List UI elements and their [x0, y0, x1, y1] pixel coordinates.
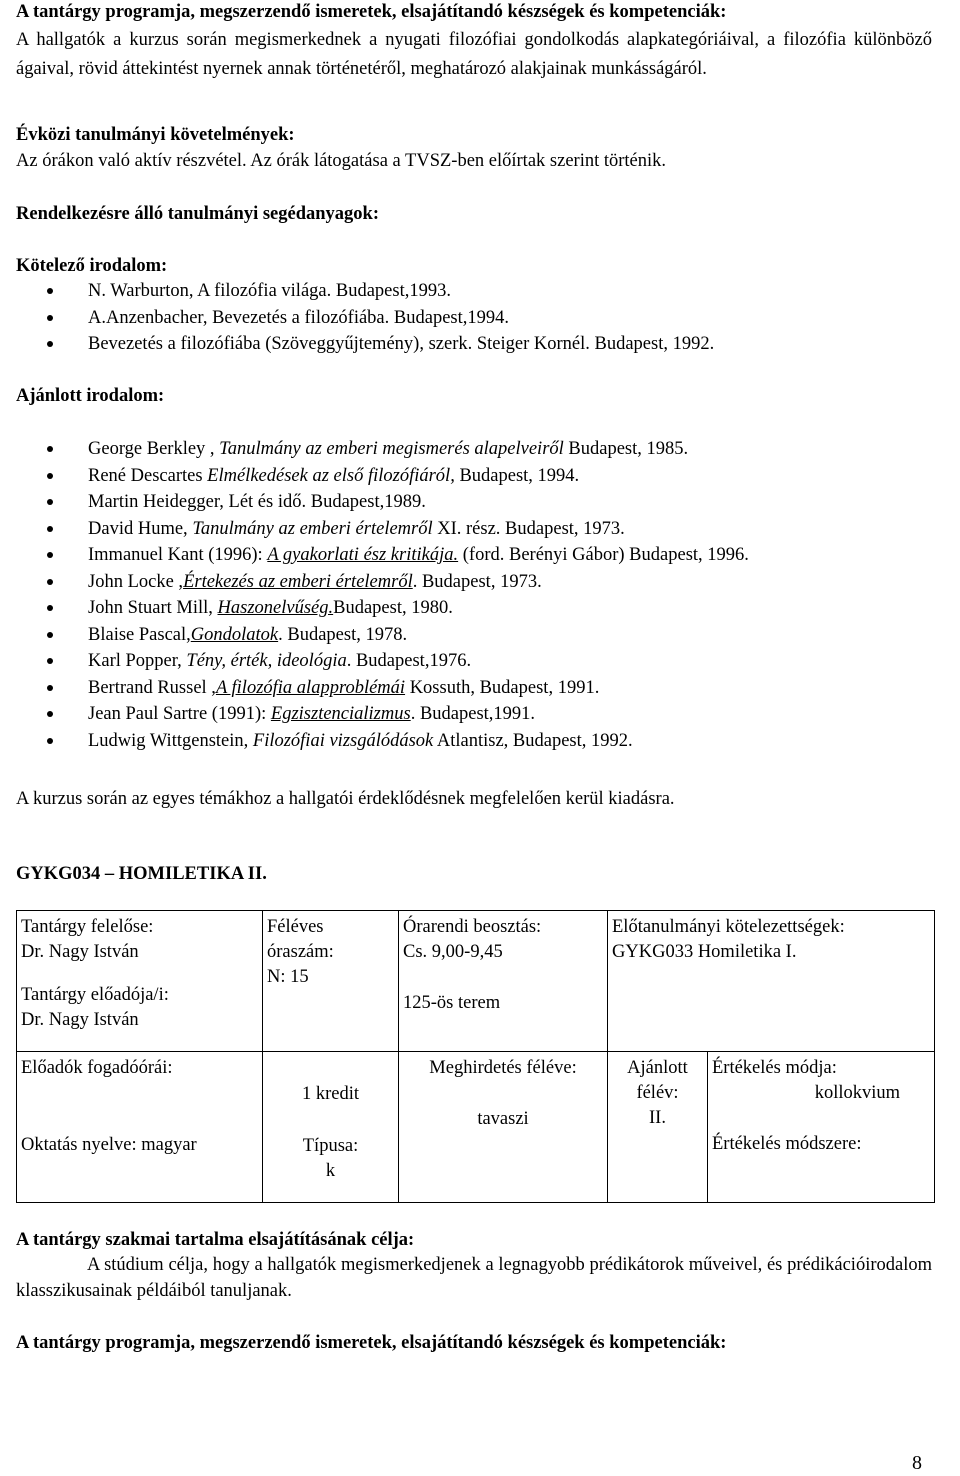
table-cell: Értékelés módja: kollokvium Értékelés módszere:	[708, 1052, 935, 1203]
list-item: René Descartes Elmélkedések az első filozófiáról, Budapest, 1994.	[16, 463, 932, 490]
page-number: 8	[912, 1452, 922, 1474]
mandatory-heading: Kötelező irodalom:	[16, 256, 168, 276]
materials-note: A kurzus során az egyes témákhoz a hallgatói érdeklődésnek megfelelően kerül kiadásra.	[16, 789, 675, 809]
course-title: GYKG034 – HOMILETIKA II.	[16, 864, 267, 884]
list-item: Jean Paul Sartre (1991): Egzisztencializmus. Budapest,1991.	[16, 701, 932, 728]
program-heading: A tantárgy programja, megszerzendő ismeretek, elsajátítandó készségek és kompetenciák:	[16, 2, 727, 22]
goal-heading: A tantárgy szakmai tartalma elsajátításának célja:	[16, 1230, 415, 1250]
list-item: David Hume, Tanulmány az emberi értelemről XI. rész. Budapest, 1973.	[16, 516, 932, 543]
table-cell: Előadók fogadóórái: Oktatás nyelve: magyar	[17, 1052, 263, 1203]
list-item: Bevezetés a filozófiába (Szöveggyűjtemény), szerk. Steiger Kornél. Budapest, 1992.	[16, 331, 932, 358]
list-item: A.Anzenbacher, Bevezetés a filozófiába. Budapest,1994.	[16, 305, 932, 332]
list-item: George Berkley , Tanulmány az emberi megismerés alapelveiről Budapest, 1985.	[16, 436, 932, 463]
list-item: John Locke ,Értekezés az emberi értelemről. Budapest, 1973.	[16, 569, 932, 596]
table-cell: Féléves óraszám: N: 15	[263, 911, 399, 1052]
list-item: Immanuel Kant (1996): A gyakorlati ész kritikája. (ford. Berényi Gábor) Budapest, 1996.	[16, 542, 932, 569]
requirements-heading: Évközi tanulmányi követelmények:	[16, 125, 295, 145]
program-paragraph: A hallgatók a kurzus során megismerkednek a nyugati filozófiai gondolkodás alapkategóriáival, a filozófia különböző ágaival, rövid áttekintést nyernek annak történetéről, meghatározó alakjainak munkásságáról.	[16, 30, 932, 79]
table-cell: Meghirdetés féléve: tavaszi	[399, 1052, 608, 1203]
list-item: Martin Heidegger, Lét és idő. Budapest,1989.	[16, 489, 932, 516]
program-heading-2: A tantárgy programja, megszerzendő ismeretek, elsajátítandó készségek és kompetenciák:	[16, 1333, 727, 1353]
table-cell: Órarendi beosztás: Cs. 9,00-9,45 125-ös terem	[399, 911, 608, 1052]
list-item: Blaise Pascal,Gondolatok. Budapest, 1978.	[16, 622, 932, 649]
materials-heading: Rendelkezésre álló tanulmányi segédanyagok:	[16, 204, 379, 224]
table-cell: Tantárgy felelőse: Dr. Nagy István Tantárgy előadója/i: Dr. Nagy István	[17, 911, 263, 1052]
list-item: Ludwig Wittgenstein, Filozófiai vizsgálódások Atlantisz, Budapest, 1992.	[16, 728, 932, 755]
list-item: Karl Popper, Tény, érték, ideológia. Budapest,1976.	[16, 648, 932, 675]
list-item: Bertrand Russel ,A filozófia alapproblémái Kossuth, Budapest, 1991.	[16, 675, 932, 702]
table-cell: Előtanulmányi kötelezettségek: GYKG033 Homiletika I.	[608, 911, 935, 1052]
goal-text: A stúdium célja, hogy a hallgatók megismerkedjenek a legnagyobb prédikátorok műveivel, és prédikációirodalom klasszikusainak példáiból tanuljanak.	[16, 1255, 932, 1301]
table-cell: Ajánlott félév: II.	[608, 1052, 708, 1203]
table-cell: 1 kredit Típusa: k	[263, 1052, 399, 1203]
requirements-text: Az órákon való aktív részvétel. Az órák látogatása a TVSZ-ben előírtak szerint történik.	[16, 151, 667, 171]
list-item: N. Warburton, A filozófia világa. Budapest,1993.	[16, 278, 932, 305]
recommended-heading: Ajánlott irodalom:	[16, 386, 165, 406]
list-item: John Stuart Mill, Haszonelvűség.Budapest, 1980.	[16, 595, 932, 622]
recommended-list	[16, 436, 932, 754]
mandatory-list	[16, 278, 932, 358]
course-info-table	[16, 910, 935, 1203]
